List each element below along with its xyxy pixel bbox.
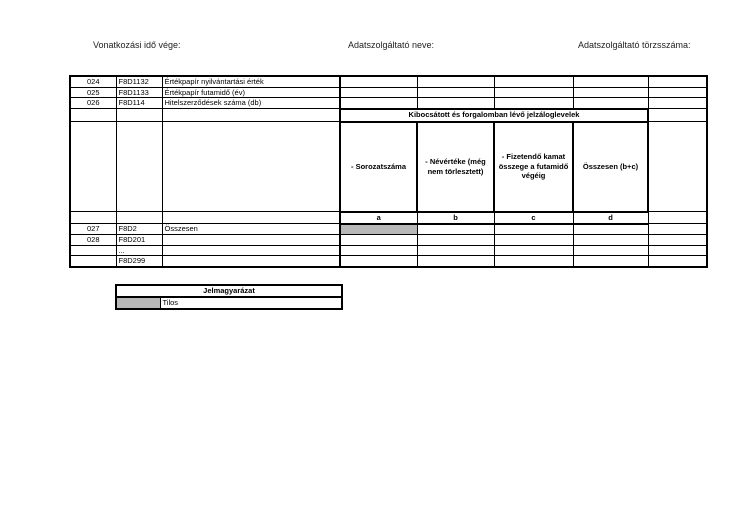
row-code: 025 (70, 87, 116, 98)
data-cell[interactable] (494, 235, 573, 246)
empty-cell (162, 122, 340, 212)
empty-cell (70, 122, 116, 212)
data-cell[interactable] (340, 235, 417, 246)
data-cell[interactable] (648, 245, 707, 256)
data-cell[interactable] (648, 224, 707, 235)
row-label: Értékpapír nyilvántartási érték (162, 76, 340, 87)
data-cell[interactable] (573, 235, 648, 246)
reporter-name-label: Adatszolgáltató neve: (348, 40, 435, 50)
data-cell[interactable] (494, 224, 573, 235)
data-cell[interactable] (340, 256, 417, 267)
data-cell[interactable] (417, 98, 494, 109)
data-cell[interactable] (648, 76, 707, 87)
table-row (70, 87, 707, 98)
row-code (70, 245, 116, 256)
table-row (70, 224, 707, 235)
group-header: Kibocsátott és forgalomban lévő jelzáloglevelek (340, 109, 648, 122)
table-row (70, 235, 707, 246)
row-id: ... (116, 245, 162, 256)
row-label (162, 245, 340, 256)
data-table (69, 75, 708, 268)
row-code: 026 (70, 98, 116, 109)
empty-cell (70, 212, 116, 224)
row-code (70, 256, 116, 267)
data-cell[interactable] (340, 76, 417, 87)
data-cell[interactable] (340, 98, 417, 109)
data-cell[interactable] (573, 224, 648, 235)
column-header-b: - Névértéke (még nem törlesztett) (417, 122, 494, 212)
reference-period-label: Vonatkozási idő vége: (93, 40, 181, 50)
data-cell[interactable] (417, 224, 494, 235)
data-cell[interactable] (573, 256, 648, 267)
row-code: 028 (70, 235, 116, 246)
row-code: 027 (70, 224, 116, 235)
data-cell[interactable] (417, 245, 494, 256)
data-cell[interactable] (648, 87, 707, 98)
data-cell[interactable] (494, 245, 573, 256)
empty-cell (162, 212, 340, 224)
column-letter: d (573, 212, 648, 224)
table-row (70, 76, 707, 87)
empty-cell (648, 109, 707, 122)
data-cell[interactable] (573, 76, 648, 87)
column-header-c: - Fizetendő kamat összege a futamidő végéig (494, 122, 573, 212)
reporter-id-label: Adatszolgáltató törzsszáma: (578, 40, 691, 50)
legend-item (116, 297, 342, 309)
column-letter: c (494, 212, 573, 224)
column-header-a: - Sorozatszáma (340, 122, 417, 212)
table-row (70, 245, 707, 256)
forbidden-cell (340, 224, 417, 235)
data-cell[interactable] (573, 87, 648, 98)
empty-cell (116, 122, 162, 212)
column-letter: b (417, 212, 494, 224)
empty-cell (648, 212, 707, 224)
row-label (162, 235, 340, 246)
table-row (70, 256, 707, 267)
column-header-row (70, 122, 707, 212)
data-cell[interactable] (417, 256, 494, 267)
empty-cell (648, 122, 707, 212)
data-cell[interactable] (417, 235, 494, 246)
row-id: F8D2 (116, 224, 162, 235)
data-cell[interactable] (648, 256, 707, 267)
empty-cell (116, 109, 162, 122)
row-id: F8D114 (116, 98, 162, 109)
row-id: F8D1132 (116, 76, 162, 87)
row-label: Értékpapír futamidő (év) (162, 87, 340, 98)
legend-title: Jelmagyarázat (116, 285, 342, 297)
data-cell[interactable] (494, 256, 573, 267)
empty-cell (116, 212, 162, 224)
column-header-d: Összesen (b+c) (573, 122, 648, 212)
data-cell[interactable] (340, 87, 417, 98)
legend-table (115, 284, 343, 310)
data-cell[interactable] (648, 235, 707, 246)
row-label: Összesen (162, 224, 340, 235)
data-cell[interactable] (573, 98, 648, 109)
row-id: F8D299 (116, 256, 162, 267)
row-id: F8D201 (116, 235, 162, 246)
row-code: 024 (70, 76, 116, 87)
data-cell[interactable] (494, 87, 573, 98)
column-letter: a (340, 212, 417, 224)
data-cell[interactable] (573, 245, 648, 256)
empty-cell (70, 109, 116, 122)
legend-swatch (116, 297, 160, 309)
row-label: Hitelszerződések száma (db) (162, 98, 340, 109)
data-cell[interactable] (417, 76, 494, 87)
data-cell[interactable] (494, 98, 573, 109)
legend-label: Tilos (160, 297, 342, 309)
group-header-row (70, 109, 707, 122)
data-cell[interactable] (494, 76, 573, 87)
data-cell[interactable] (417, 87, 494, 98)
empty-cell (162, 109, 340, 122)
table-row (70, 98, 707, 109)
data-cell[interactable] (648, 98, 707, 109)
column-letter-row (70, 212, 707, 224)
row-id: F8D1133 (116, 87, 162, 98)
data-cell[interactable] (340, 245, 417, 256)
row-label (162, 256, 340, 267)
